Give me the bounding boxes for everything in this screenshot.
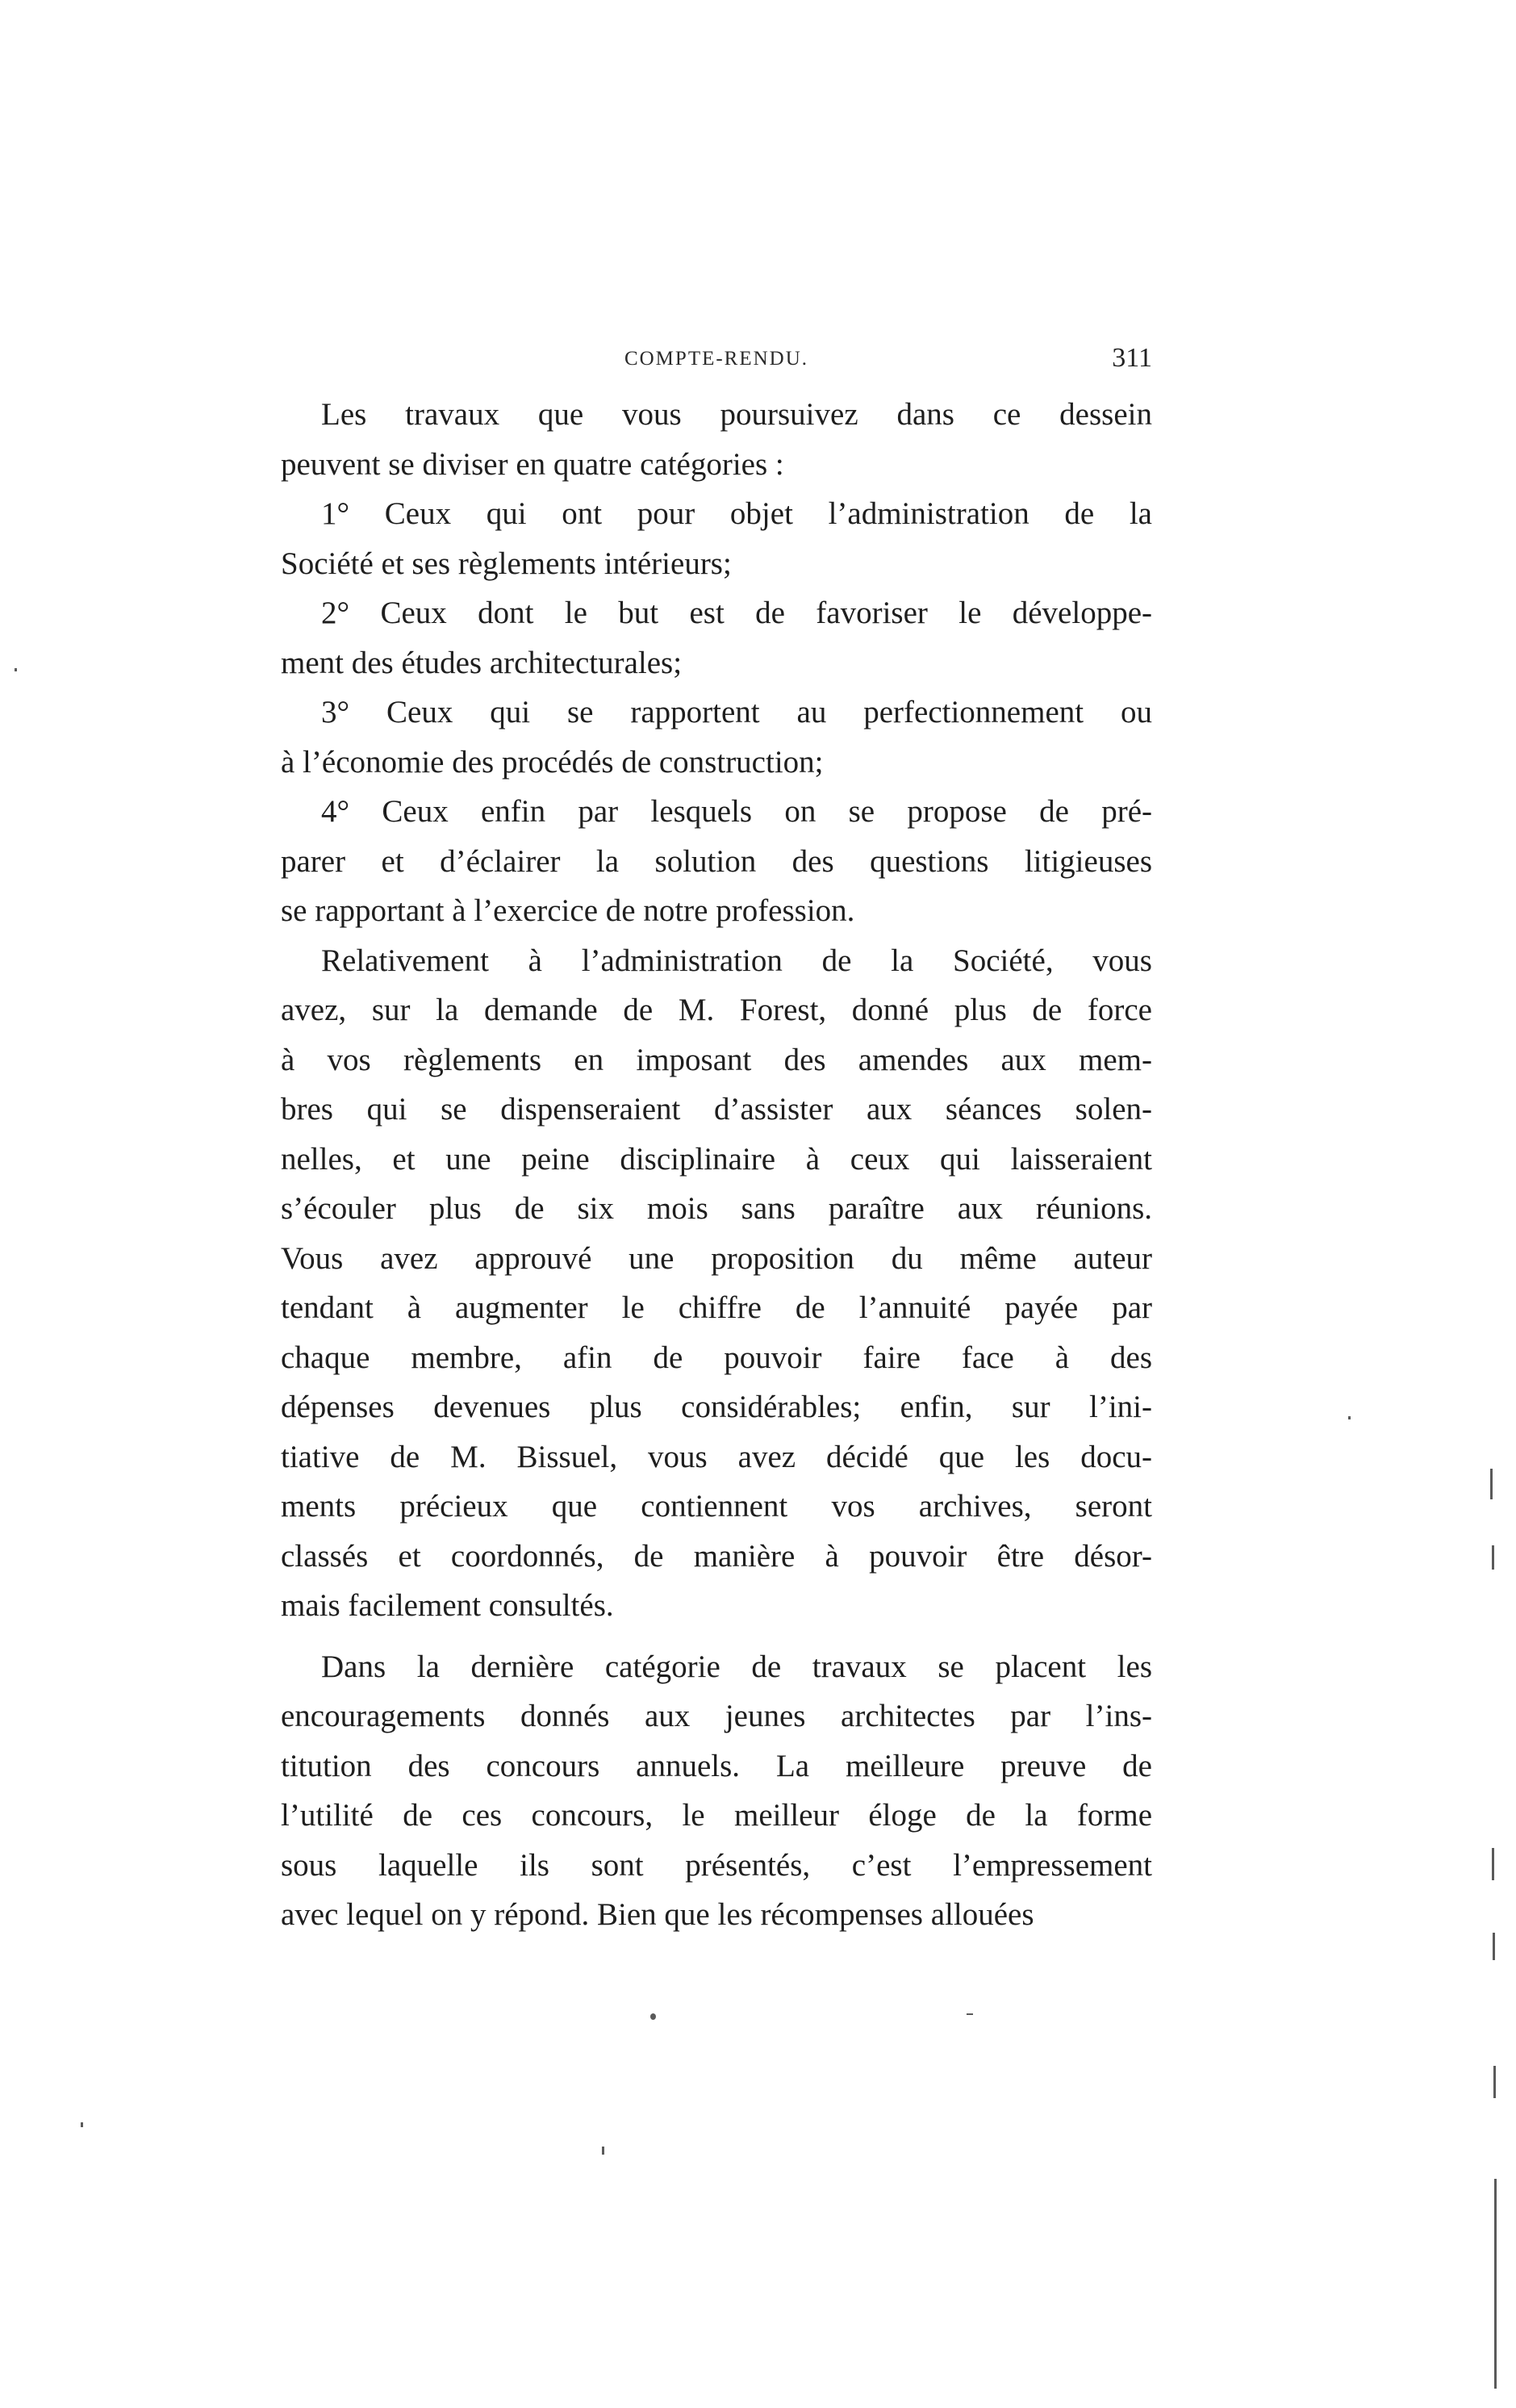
- margin-line: [1492, 1848, 1494, 1880]
- scan-speck: [1348, 1416, 1351, 1419]
- text-line: chaque membre, afin de pouvoir faire face à des: [281, 1340, 1152, 1375]
- running-head: [281, 343, 1152, 383]
- scan-speck: [15, 668, 17, 671]
- text-line: l’utilité de ces concours, le meilleur éloge de la forme: [281, 1798, 1152, 1833]
- text-line: se rapportant à l’exercice de notre profession.: [281, 893, 855, 928]
- page-number: 311: [1112, 343, 1152, 373]
- text-line: dépenses devenues plus considérables; enfin, sur l’ini-: [281, 1390, 1152, 1424]
- text-line: 1° Ceux qui ont pour objet l’administration de la: [321, 496, 1152, 531]
- text-line: Vous avez approuvé une proposition du même auteur: [281, 1240, 1152, 1276]
- body-text: [281, 390, 1152, 1940]
- running-title: COMPTE-RENDU.: [624, 348, 809, 370]
- text-line: classés et coordonnés, de manière à pouvoir être désor-: [281, 1538, 1152, 1574]
- text-line: à vos règlements en imposant des amendes aux mem-: [281, 1042, 1152, 1077]
- text-line: 2° Ceux dont le but est de favoriser le développe-: [321, 596, 1152, 630]
- text-line: Société et ses règlements intérieurs;: [281, 546, 732, 581]
- text-line: tiative de M. Bissuel, vous avez décidé que les docu-: [281, 1439, 1152, 1474]
- text-line: avec lequel on y répond. Bien que les récompenses allouées: [281, 1897, 1034, 1932]
- text-line: mais facilement consultés.: [281, 1588, 614, 1623]
- text-line: titution des concours annuels. La meilleure preuve de: [281, 1748, 1152, 1783]
- text-line: avez, sur la demande de M. Forest, donné plus de force: [281, 993, 1152, 1027]
- scan-speck: [650, 2013, 656, 2020]
- text-line: bres qui se dispenseraient d’assister aux séances solen-: [281, 1092, 1152, 1127]
- text-line: tendant à augmenter le chiffre de l’annuité payée par: [281, 1290, 1152, 1325]
- margin-line: [1493, 2066, 1496, 2098]
- scan-speck: [602, 2147, 604, 2155]
- text-line: parer et d’éclairer la solution des questions litigieuses: [281, 843, 1152, 879]
- text-line: nelles, et une peine disciplinaire à ceux qui laisseraient: [281, 1141, 1152, 1177]
- text-line: à l’économie des procédés de construction;: [281, 744, 824, 780]
- scan-speck: [81, 2122, 83, 2127]
- text-line: peuvent se diviser en quatre catégories :: [281, 446, 784, 482]
- text-line: s’écouler plus de six mois sans paraître aux réunions.: [281, 1191, 1152, 1226]
- margin-line: [1493, 1933, 1495, 1960]
- text-line: Les travaux que vous poursuivez dans ce dessein: [321, 397, 1152, 432]
- text-line: ment des études architecturales;: [281, 645, 683, 680]
- text-line: encouragements donnés aux jeunes architectes par l’ins-: [281, 1699, 1152, 1733]
- text-line: Relativement à l’administration de la Société, vous: [321, 943, 1152, 978]
- text-line: 3° Ceux qui se rapportent au perfectionnement ou: [321, 695, 1152, 730]
- margin-line: [1494, 2179, 1497, 2389]
- text-line: sous laquelle ils sont présentés, c’est l’empressement: [281, 1847, 1152, 1883]
- text-line: Dans la dernière catégorie de travaux se placent les: [321, 1649, 1152, 1684]
- text-line: ments précieux que contiennent vos archives, seront: [281, 1489, 1152, 1524]
- margin-line: [1490, 1469, 1493, 1499]
- margin-line: [1492, 1545, 1494, 1570]
- text-line: 4° Ceux enfin par lesquels on se propose de pré-: [321, 794, 1152, 829]
- scan-speck: [967, 2013, 973, 2015]
